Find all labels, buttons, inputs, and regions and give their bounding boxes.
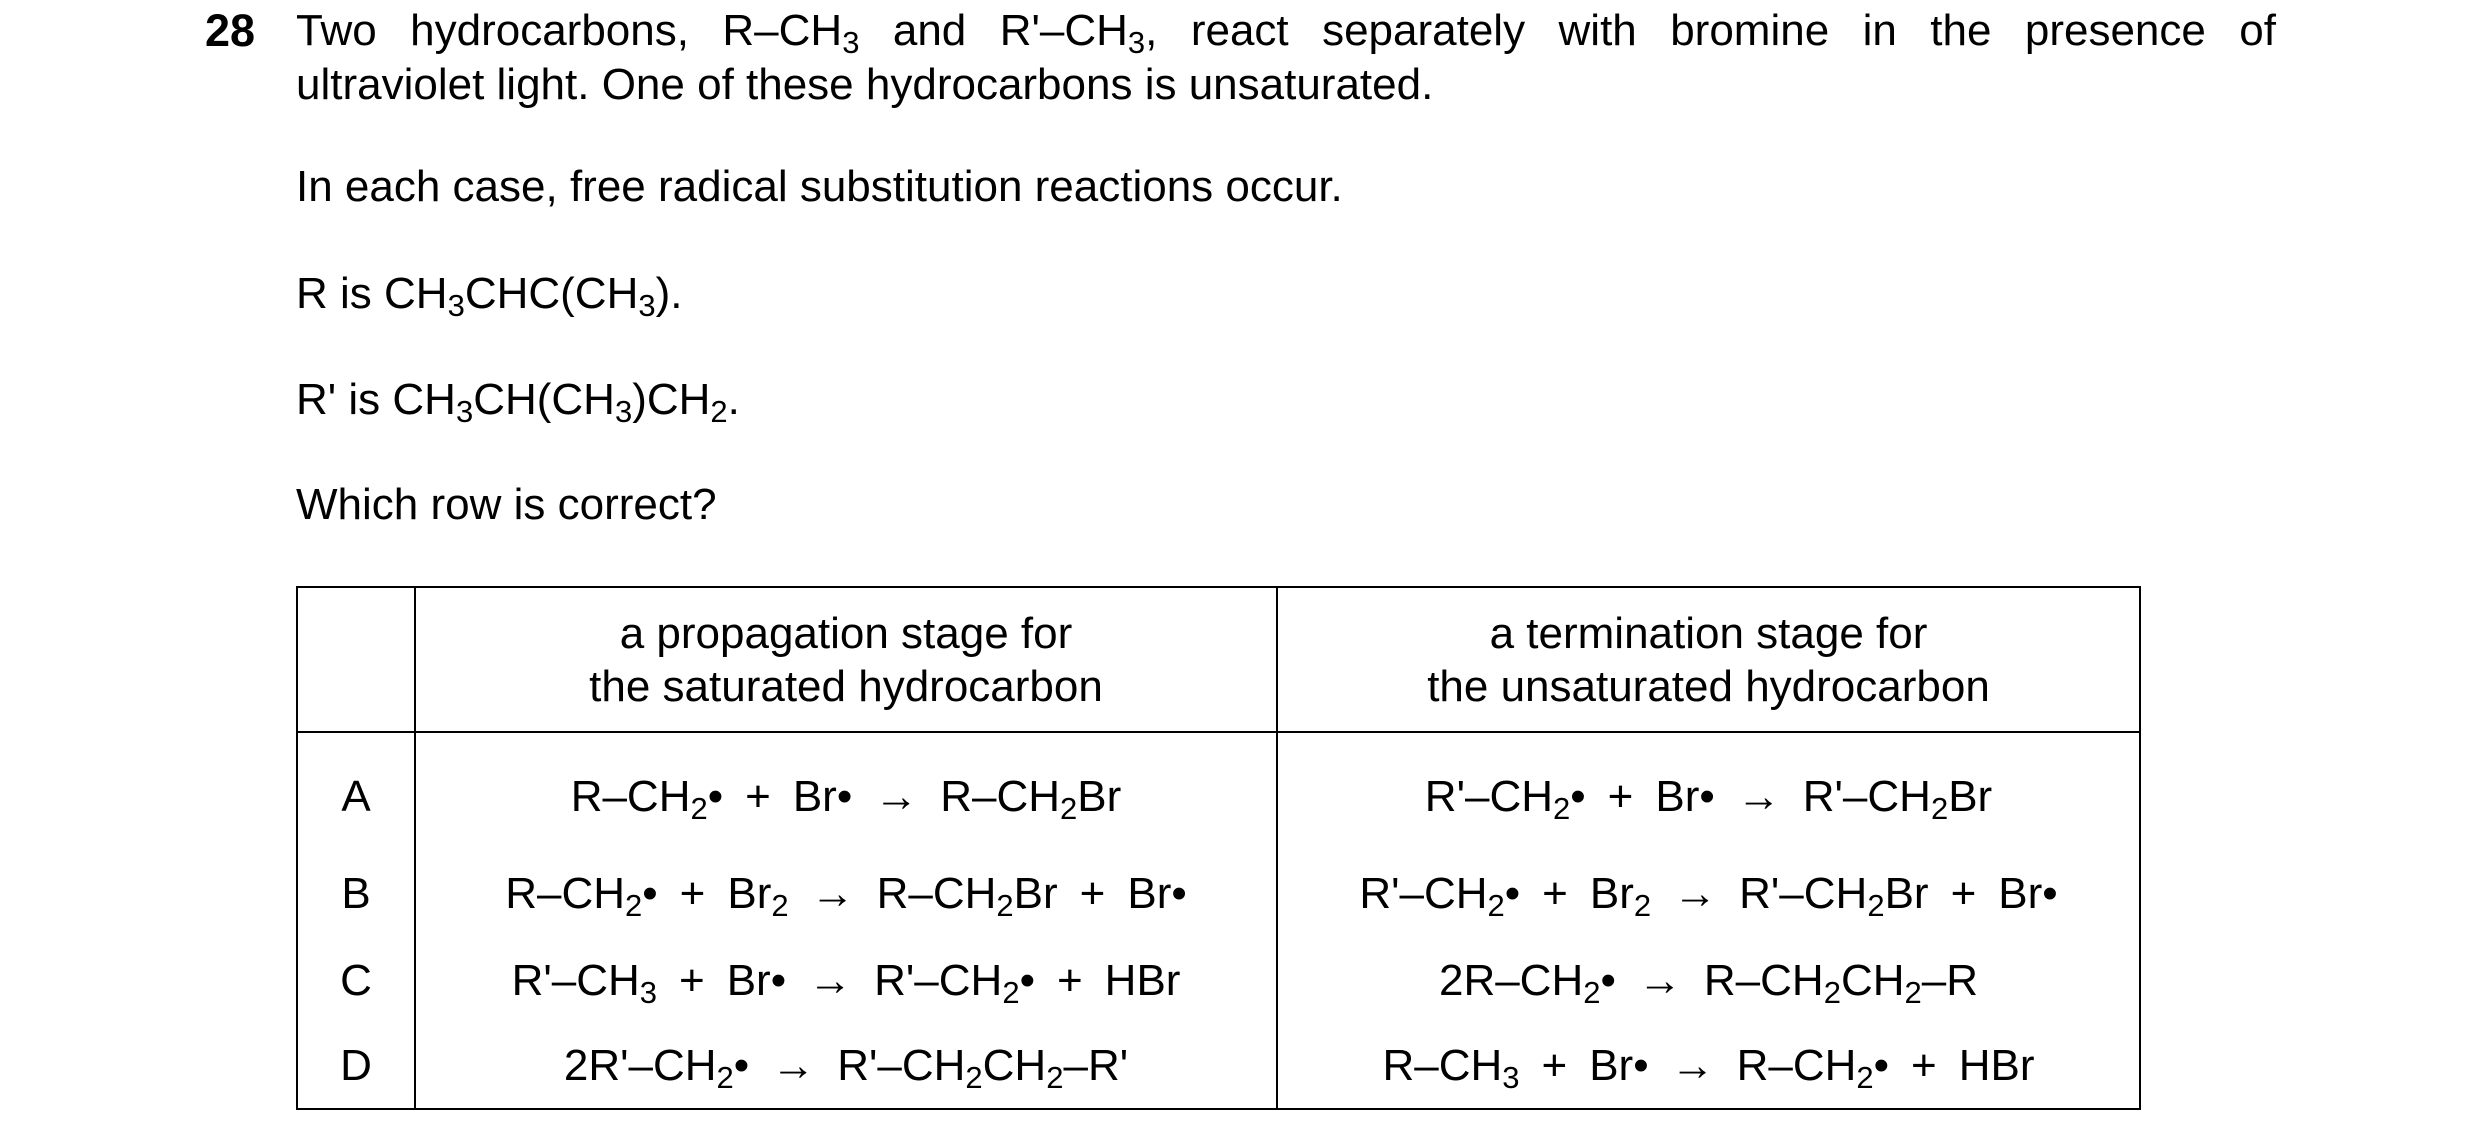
header-blank-cell [297, 587, 415, 732]
termination-equation: $2R-CH_2•$ → $R-CH_2CH_2-R$ [1277, 937, 2140, 1024]
header-termination-line-1: a termination stage for [1489, 608, 1928, 658]
propagation-equation: $R-CH_2•$ + $Br_2$ → $R-CH_2Br$ + Br• [415, 850, 1277, 937]
r-prime-definition: R' is $CH_3CH(CH_3)CH_2$. [296, 375, 740, 429]
header-termination [1277, 587, 2140, 732]
option-letter[interactable]: B [297, 850, 415, 937]
termination-equation: $R'-CH_2•$ + Br• → $R'-CH_2Br$ [1277, 732, 2140, 850]
option-letter[interactable]: D [297, 1024, 415, 1109]
header-propagation [415, 587, 1277, 732]
option-letter[interactable]: C [297, 937, 415, 1024]
propagation-equation: $R'-CH_3$ + Br• → $R'-CH_2•$ + HBr [415, 937, 1277, 1024]
propagation-equation: $2R'-CH_2•$ → $R'-CH_2CH_2-R'$ [415, 1024, 1277, 1109]
question-prompt: Which row is correct? [296, 480, 717, 529]
table-row[interactable] [297, 732, 2140, 850]
question-statement: In each case, free radical substitution reactions occur. [296, 162, 1343, 211]
option-letter[interactable]: A [297, 732, 415, 850]
header-termination-line-2: the unsaturated hydrocarbon [1427, 661, 1990, 711]
question-stem-line-1: Two hydrocarbons, $R-CH_3$ and $R'-CH_3$, react separately with bromine in the presence of [296, 6, 2277, 60]
question-stem-line-2: ultraviolet light. One of these hydrocarbons is unsaturated. [296, 60, 1434, 109]
table-row[interactable] [297, 1024, 2140, 1109]
propagation-equation: $R-CH_2•$ + Br• → $R-CH_2Br$ [415, 732, 1277, 850]
answer-options-table [296, 586, 2141, 1110]
header-propagation-line-2: the saturated hydrocarbon [589, 661, 1103, 711]
r-definition: R is $CH_3CHC(CH_3)$. [296, 269, 683, 323]
termination-equation: $R'-CH_2•$ + $Br_2$ → $R'-CH_2Br$ + Br• [1277, 850, 2140, 937]
question-number: 28 [205, 5, 256, 56]
header-propagation-line-1: a propagation stage for [619, 608, 1073, 658]
table-row[interactable] [297, 850, 2140, 937]
table-row[interactable] [297, 937, 2140, 1024]
termination-equation: $R-CH_3$ + Br• → $R-CH_2•$ + HBr [1277, 1024, 2140, 1109]
table-header-row [297, 587, 2140, 732]
